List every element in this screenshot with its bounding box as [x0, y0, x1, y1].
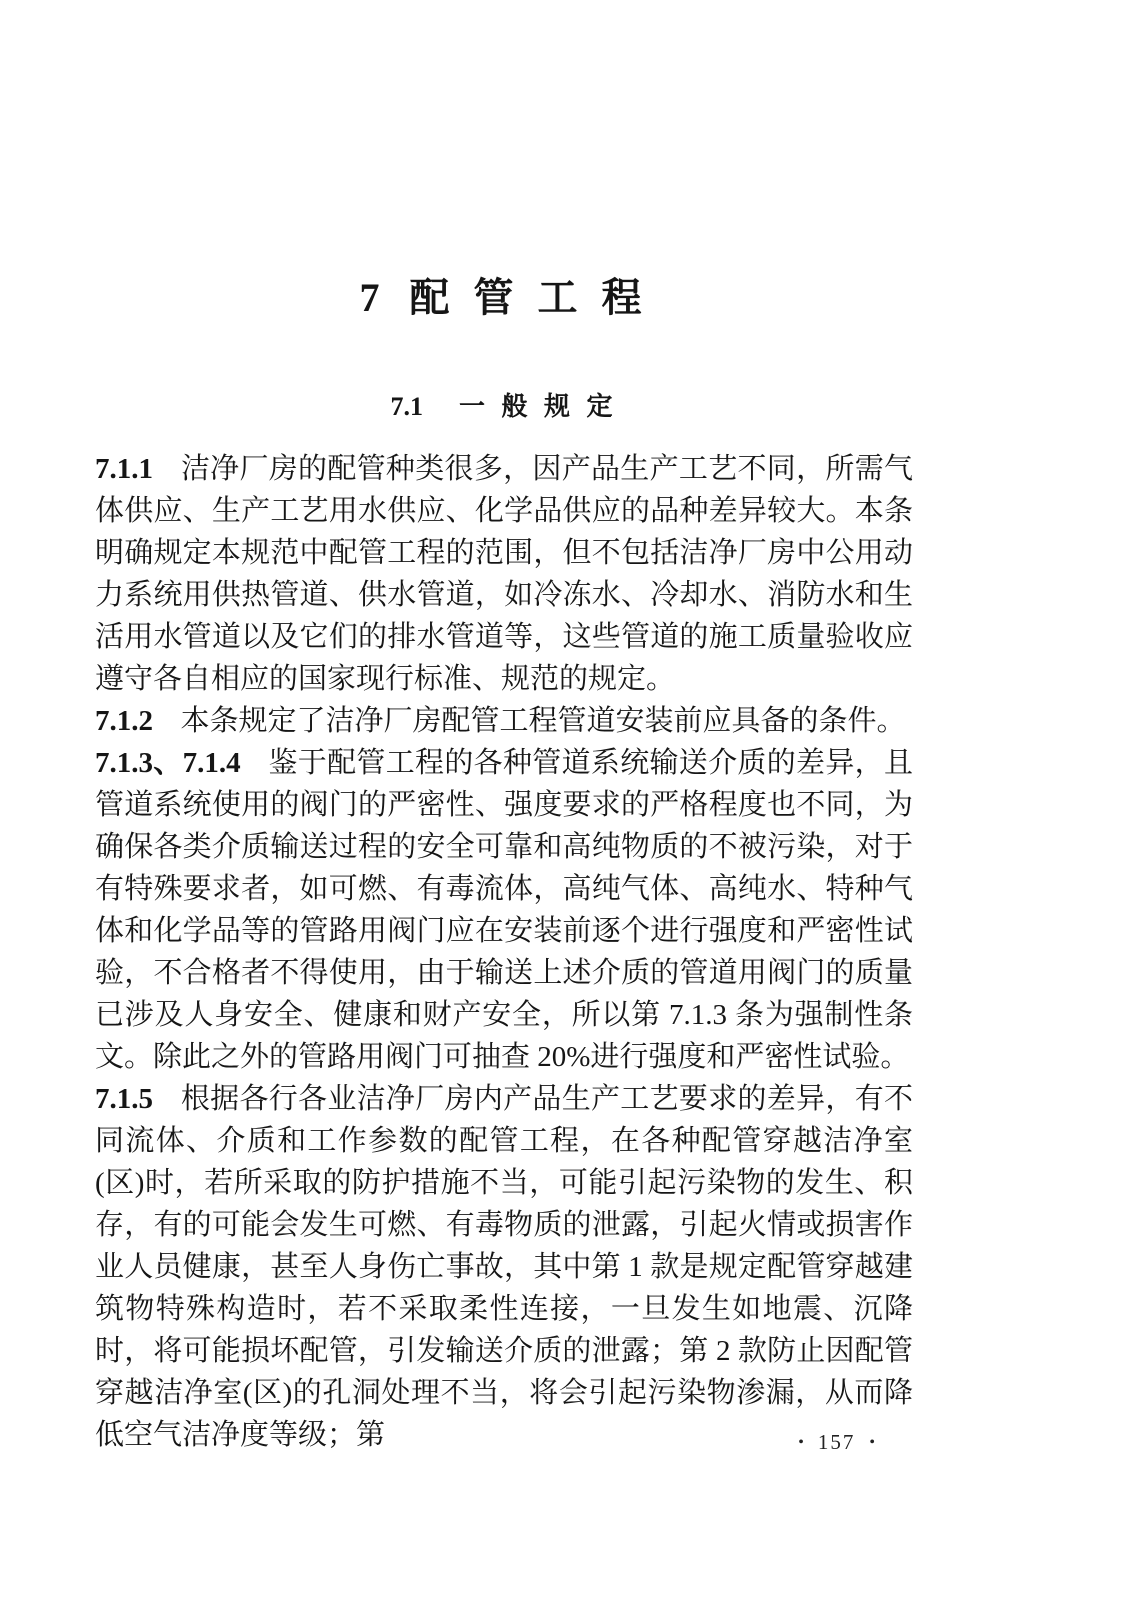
page-number: 157: [817, 1430, 856, 1454]
chapter-number: 7: [359, 275, 380, 320]
section-number: 7.1: [390, 392, 423, 421]
clause-number: 7.1.3、7.1.4: [95, 747, 241, 779]
chapter-title: 配 管 工 程: [409, 275, 649, 320]
clause-commentary-body: [95, 448, 913, 1456]
clause-text: 鉴于配管工程的各种管道系统输送介质的差异，且管道系统使用的阀门的严密性、强度要求的严格程度也不同，为确保各类介质输送过程的安全可靠和高纯物质的不被污染，对于有特殊要求者，如可燃、有毒流体，高纯气体、高纯水、特种气体和化学品等的管路用阀门应在安装前逐个进行强度和严密性试验，不合格者不得使用，由于输送上述介质的管道用阀门的质量已涉及人身安全、健康和财产安全，所以第 7.1.3 条为强制性条文。除此之外的管路用阀门可抽查 20%进行强度和严密性试验。: [95, 747, 913, 1073]
section-title: 一 般 规 定: [458, 392, 618, 421]
chapter-heading: [95, 266, 913, 323]
page-footer: [95, 1430, 913, 1455]
clause-text: 本条规定了洁净厂房配管工程管道安装前应具备的条件。: [180, 705, 906, 737]
section-heading: [95, 386, 913, 423]
clause-number: 7.1.2: [95, 705, 153, 737]
clause-text: 根据各行各业洁净厂房内产品生产工艺要求的差异，有不同流体、介质和工作参数的配管工程，在各种配管穿越洁净室(区)时，若所采取的防护措施不当，可能引起污染物的发生、积存，有的可能会发生可燃、有毒物质的泄露，引起火情或损害作业人员健康，甚至人身伤亡事故，其中第 1 款是规定配管穿越建筑物特殊构造时，若不采取柔性连接，一旦发生如地震、沉降时，将可能损坏配管，引发输送介质的泄露；第 2 款防止因配管穿越洁净室(区)的孔洞处理不当，将会引起污染物渗漏，从而降低空气洁净度等级；第: [95, 1083, 913, 1451]
paragraph-7-1-2: [95, 700, 913, 742]
paragraph-7-1-3-and-7-1-4: [95, 742, 913, 1078]
footer-dot-left: •: [798, 1434, 804, 1451]
clause-number: 7.1.1: [95, 453, 153, 485]
footer-dot-right: •: [869, 1434, 875, 1451]
paragraph-7-1-1: [95, 448, 913, 700]
clause-text: 洁净厂房的配管种类很多，因产品生产工艺不同，所需气体供应、生产工艺用水供应、化学品供应的品种差异较大。本条明确规定本规范中配管工程的范围，但不包括洁净厂房中公用动力系统用供热管道、供水管道，如冷冻水、冷却水、消防水和生活用水管道以及它们的排水管道等，这些管道的施工质量验收应遵守各自相应的国家现行标准、规范的规定。: [95, 453, 913, 695]
clause-number: 7.1.5: [95, 1083, 153, 1115]
paragraph-7-1-5: [95, 1078, 913, 1456]
